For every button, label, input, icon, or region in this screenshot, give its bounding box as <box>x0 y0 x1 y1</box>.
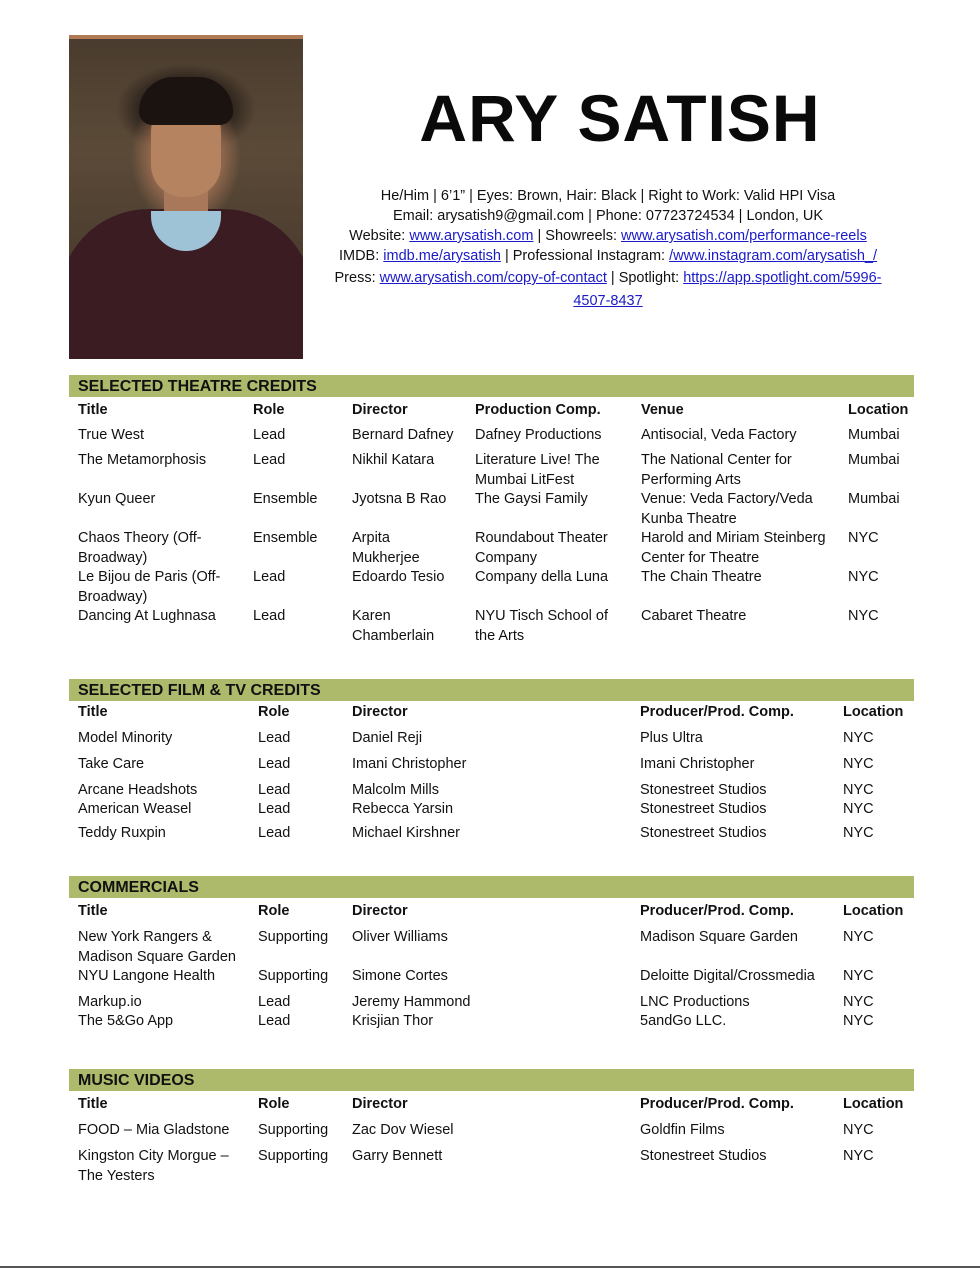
theatre-row-cell: NYC <box>848 608 879 624</box>
showreels-link[interactable]: www.arysatish.com/performance-reels <box>621 228 867 244</box>
theatre-row-cell: Mumbai <box>848 491 900 507</box>
theatre-column-header: Production Comp. <box>475 402 601 418</box>
commercials-row-cell: Oliver Williams <box>352 929 448 945</box>
theatre-row-cell: Mumbai <box>848 427 900 443</box>
film-row-cell: Lead <box>258 782 291 798</box>
theatre-row-cell: NYC <box>848 569 879 585</box>
film-row-cell: NYC <box>843 825 874 841</box>
theatre-row-cell: Ensemble <box>253 530 318 546</box>
film-row-cell: Daniel Reji <box>352 730 423 746</box>
press-line: Press: www.arysatish.com/copy-of-contact | Spotlight: https://app.spotlight.com/5996- <box>334 270 882 286</box>
film-row-cell: Take Care <box>78 756 145 772</box>
music-row-cell: NYC <box>843 1122 874 1138</box>
theatre-row-cell: The Gaysi Family <box>475 491 588 507</box>
music-row-cell: Garry Bennett <box>352 1148 443 1164</box>
commercials-row-cell: Deloitte Digital/Crossmedia <box>640 968 815 984</box>
film-row-cell: Lead <box>258 825 291 841</box>
theatre-row-cell: Ensemble <box>253 491 318 507</box>
contact-details: Email: arysatish9@gmail.com | Phone: 07723724534 | London, UK <box>392 208 824 224</box>
film-row-cell: American Weasel <box>78 801 192 817</box>
film-column-header: Title <box>78 704 108 720</box>
film-column-header: Director <box>352 704 408 720</box>
spotlight-link[interactable]: https://app.spotlight.com/5996- <box>683 270 882 286</box>
theatre-section-heading: SELECTED THEATRE CREDITS <box>69 375 914 397</box>
theatre-row-cell: Venue: Veda Factory/Veda Kunba Theatre <box>641 491 813 527</box>
theatre-row-cell: Company della Luna <box>475 569 609 585</box>
theatre-row-cell: Antisocial, Veda Factory <box>641 427 797 443</box>
commercials-row-cell: Simone Cortes <box>352 968 448 984</box>
commercials-row-cell: Madison Square Garden <box>640 929 798 945</box>
film-row-cell: Rebecca Yarsin <box>352 801 454 817</box>
theatre-column-header: Role <box>253 402 285 418</box>
commercials-row-cell: Jeremy Hammond <box>352 994 471 1010</box>
commercials-row-cell: Lead <box>258 1013 291 1029</box>
music-row-cell: Kingston City Morgue – The Yesters <box>78 1148 229 1184</box>
film-row-cell: NYC <box>843 730 874 746</box>
commercials-row-cell: Supporting <box>258 929 329 945</box>
page-divider <box>0 1266 980 1268</box>
instagram-link[interactable]: /www.instagram.com/arysatish_/ <box>669 248 878 264</box>
commercials-row-cell: LNC Productions <box>640 994 750 1010</box>
theatre-row-cell: The Chain Theatre <box>641 569 762 585</box>
commercials-row-cell: Krisjian Thor <box>352 1013 434 1029</box>
theatre-row-cell: Lead <box>253 452 286 468</box>
contact-info <box>318 186 898 311</box>
theatre-column-header: Director <box>352 402 408 418</box>
theatre-row-cell: Edoardo Tesio <box>352 569 445 585</box>
theatre-row-cell: Cabaret Theatre <box>641 608 747 624</box>
commercials-row-cell: 5andGo LLC. <box>640 1013 727 1029</box>
music-column-header: Role <box>258 1096 290 1112</box>
press-link[interactable]: www.arysatish.com/copy-of-contact <box>379 270 607 286</box>
website-line: Website: www.arysatish.com | Showreels: www.arysatish.com/performance-reels <box>349 228 867 244</box>
film-row-cell: Lead <box>258 801 291 817</box>
theatre-row-cell: Lead <box>253 608 286 624</box>
theatre-row-cell: True West <box>78 427 145 443</box>
theatre-row-cell: Lead <box>253 569 286 585</box>
film-row-cell: Stonestreet Studios <box>640 801 767 817</box>
theatre-row-cell: The Metamorphosis <box>78 452 207 468</box>
film-section-heading: SELECTED FILM & TV CREDITS <box>69 679 914 701</box>
film-row-cell: Model Minority <box>78 730 173 746</box>
commercials-row-cell: NYC <box>843 968 874 984</box>
theatre-row-cell: Mumbai <box>848 452 900 468</box>
theatre-row-cell: Roundabout Theater Company <box>475 530 608 566</box>
film-row-cell: Lead <box>258 756 291 772</box>
music-row-cell: Goldfin Films <box>640 1122 725 1138</box>
commercials-row-cell: NYC <box>843 1013 874 1029</box>
theatre-row-cell: Jyotsna B Rao <box>352 491 447 507</box>
spotlight-link-cont[interactable]: 4507-8437 <box>573 293 643 309</box>
spotlight-line-2 <box>318 291 898 311</box>
film-row-cell: Plus Ultra <box>640 730 703 746</box>
commercials-row-cell: Supporting <box>258 968 329 984</box>
music-row-cell: NYC <box>843 1148 874 1164</box>
website-link[interactable]: www.arysatish.com <box>409 228 534 244</box>
film-row-cell: Teddy Ruxpin <box>78 825 166 841</box>
theatre-row-cell: Chaos Theory (Off- Broadway) <box>78 530 202 566</box>
theatre-row-cell: NYU Tisch School of the Arts <box>475 608 608 644</box>
music-column-header: Title <box>78 1096 108 1112</box>
theatre-row-cell: Le Bijou de Paris (Off- Broadway) <box>78 569 221 605</box>
film-row-cell: NYC <box>843 756 874 772</box>
film-row-cell: Michael Kirshner <box>352 825 460 841</box>
music-row-cell: Stonestreet Studios <box>640 1148 767 1164</box>
actor-name: ARY SATISH <box>419 81 821 155</box>
theatre-row-cell: Nikhil Katara <box>352 452 435 468</box>
theatre-row-cell: Kyun Queer <box>78 491 156 507</box>
theatre-row-cell: Dancing At Lughnasa <box>78 608 216 624</box>
music-column-header: Producer/Prod. Comp. <box>640 1096 794 1112</box>
personal-details: He/Him | 6’1” | Eyes: Brown, Hair: Black | Right to Work: Valid HPI Visa <box>380 188 836 204</box>
film-row-cell: Stonestreet Studios <box>640 825 767 841</box>
headshot-photo <box>69 35 303 359</box>
theatre-row-cell: NYC <box>848 530 879 546</box>
commercials-column-header: Title <box>78 903 108 919</box>
imdb-line: IMDB: imdb.me/arysatish | Professional Instagram: /www.instagram.com/arysatish_/ <box>338 248 878 264</box>
theatre-column-header: Title <box>78 402 108 418</box>
commercials-row-cell: Markup.io <box>78 994 142 1010</box>
film-row-cell: Arcane Headshots <box>78 782 198 798</box>
commercials-row-cell: Lead <box>258 994 291 1010</box>
commercials-row-cell: NYC <box>843 994 874 1010</box>
commercials-column-header: Location <box>843 903 904 919</box>
commercials-column-header: Role <box>258 903 290 919</box>
music-row-cell: Zac Dov Wiesel <box>352 1122 454 1138</box>
music-row-cell: Supporting <box>258 1148 329 1164</box>
music-row-cell: FOOD – Mia Gladstone <box>78 1122 230 1138</box>
theatre-row-cell: Bernard Dafney <box>352 427 454 443</box>
music-row-cell: Supporting <box>258 1122 329 1138</box>
theatre-row-cell: Karen Chamberlain <box>352 608 435 644</box>
theatre-row-cell: Dafney Productions <box>475 427 602 443</box>
film-row-cell: Lead <box>258 730 291 746</box>
commercials-row-cell: New York Rangers & Madison Square Garden <box>78 929 236 965</box>
commercials-row-cell: NYU Langone Health <box>78 968 216 984</box>
commercials-column-header: Producer/Prod. Comp. <box>640 903 794 919</box>
music-column-header: Location <box>843 1096 904 1112</box>
theatre-column-header: Location <box>848 402 909 418</box>
film-row-cell: Imani Christopher <box>640 756 755 772</box>
film-row-cell: NYC <box>843 782 874 798</box>
commercials-row-cell: NYC <box>843 929 874 945</box>
film-column-header: Role <box>258 704 290 720</box>
music-column-header: Director <box>352 1096 408 1112</box>
theatre-row-cell: Literature Live! The Mumbai LitFest <box>475 452 600 488</box>
theatre-row-cell: Arpita Mukherjee <box>352 530 420 566</box>
music-section-heading: MUSIC VIDEOS <box>69 1069 914 1091</box>
film-row-cell: Stonestreet Studios <box>640 782 767 798</box>
theatre-row-cell: The National Center for Performing Arts <box>641 452 792 488</box>
commercials-section-heading: COMMERCIALS <box>69 876 914 898</box>
commercials-column-header: Director <box>352 903 408 919</box>
theatre-column-header: Venue <box>641 402 684 418</box>
film-column-header: Location <box>843 704 904 720</box>
film-row-cell: Malcolm Mills <box>352 782 439 798</box>
film-column-header: Producer/Prod. Comp. <box>640 704 794 720</box>
commercials-row-cell: The 5&Go App <box>78 1013 174 1029</box>
film-row-cell: NYC <box>843 801 874 817</box>
imdb-link[interactable]: imdb.me/arysatish <box>383 248 501 264</box>
theatre-row-cell: Harold and Miriam Steinberg Center for Theatre <box>641 530 826 566</box>
theatre-row-cell: Lead <box>253 427 286 443</box>
film-row-cell: Imani Christopher <box>352 756 467 772</box>
